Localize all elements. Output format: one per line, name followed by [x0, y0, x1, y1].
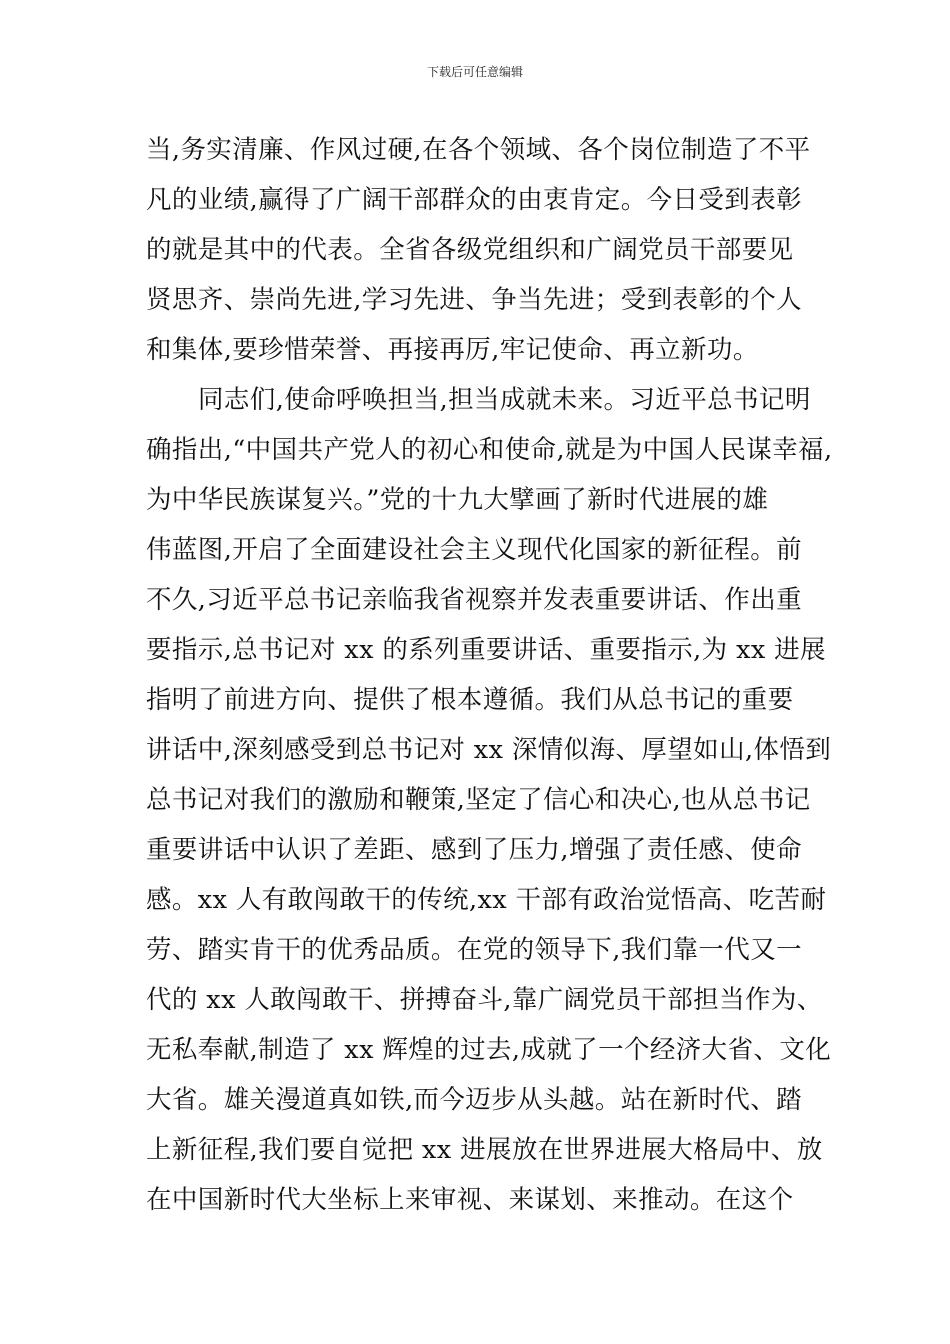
text-line: 凡的业绩,赢得了广阔干部群众的由衷肯定。今日受到表彰 [146, 185, 803, 215]
text-line: 的就是其中的代表。全省各级党组织和广阔党员干部要见 [146, 235, 794, 265]
text-line: 总书记对我们的激励和鞭策,坚定了信心和决心,也从总书记 [146, 785, 811, 815]
text-line: 确指出,“中国共产党人的初心和使命,就是为中国人民谋幸福, [146, 435, 833, 465]
text-line: 要指示,总书记对 xx 的系列重要讲话、重要指示,为 xx 进展 [146, 635, 826, 665]
text-line: 大省。雄关漫道真如铁,而今迈步从头越。站在新时代、踏 [146, 1085, 803, 1115]
document-body [146, 128, 833, 1228]
text-line: 感。xx 人有敢闯敢干的传统,xx 干部有政治觉悟高、吃苦耐 [146, 885, 827, 915]
page-header: 下载后可任意编辑 [426, 65, 523, 79]
text-line: 劳、踏实肯干的优秀品质。在党的领导下,我们靠一代又一 [146, 935, 803, 965]
text-line: 无私奉献,制造了 xx 辉煌的过去,成就了一个经济大省、文化 [146, 1035, 832, 1065]
text-line: 在中国新时代大坐标上来审视、来谋划、来推动。在这个 [146, 1185, 794, 1215]
text-line: 讲话中,深刻感受到总书记对 xx 深情似海、厚望如山,体悟到 [146, 735, 832, 765]
text-line: 代的 xx 人敢闯敢干、拼搏奋斗,靠广阔党员干部担当作为、 [146, 985, 823, 1015]
text-line: 为中华民族谋复兴。”党的十九大擘画了新时代进展的雄 [146, 485, 769, 515]
paragraph-start-line: 同志们,使命呼唤担当,担当成就未来。习近平总书记明 [198, 385, 811, 415]
text-line: 不久,习近平总书记亲临我省视察并发表重要讲话、作出重 [146, 585, 803, 615]
text-line: 指明了前进方向、提供了根本遵循。我们从总书记的重要 [146, 685, 794, 715]
text-line: 贤思齐、崇尚先进,学习先进、争当先进；受到表彰的个人 [146, 285, 803, 315]
text-line: 伟蓝图,开启了全面建设社会主义现代化国家的新征程。前 [146, 535, 803, 565]
text-line: 上新征程,我们要自觉把 xx 进展放在世界进展大格局中、放 [146, 1135, 823, 1165]
text-line: 重要讲话中认识了差距、感到了压力,增强了责任感、使命 [146, 835, 803, 865]
text-line: 和集体,要珍惜荣誉、再接再厉,牢记使命、再立新功。 [146, 335, 759, 365]
text-line: 当,务实清廉、作风过硬,在各个领域、各个岗位制造了不平 [146, 135, 811, 165]
